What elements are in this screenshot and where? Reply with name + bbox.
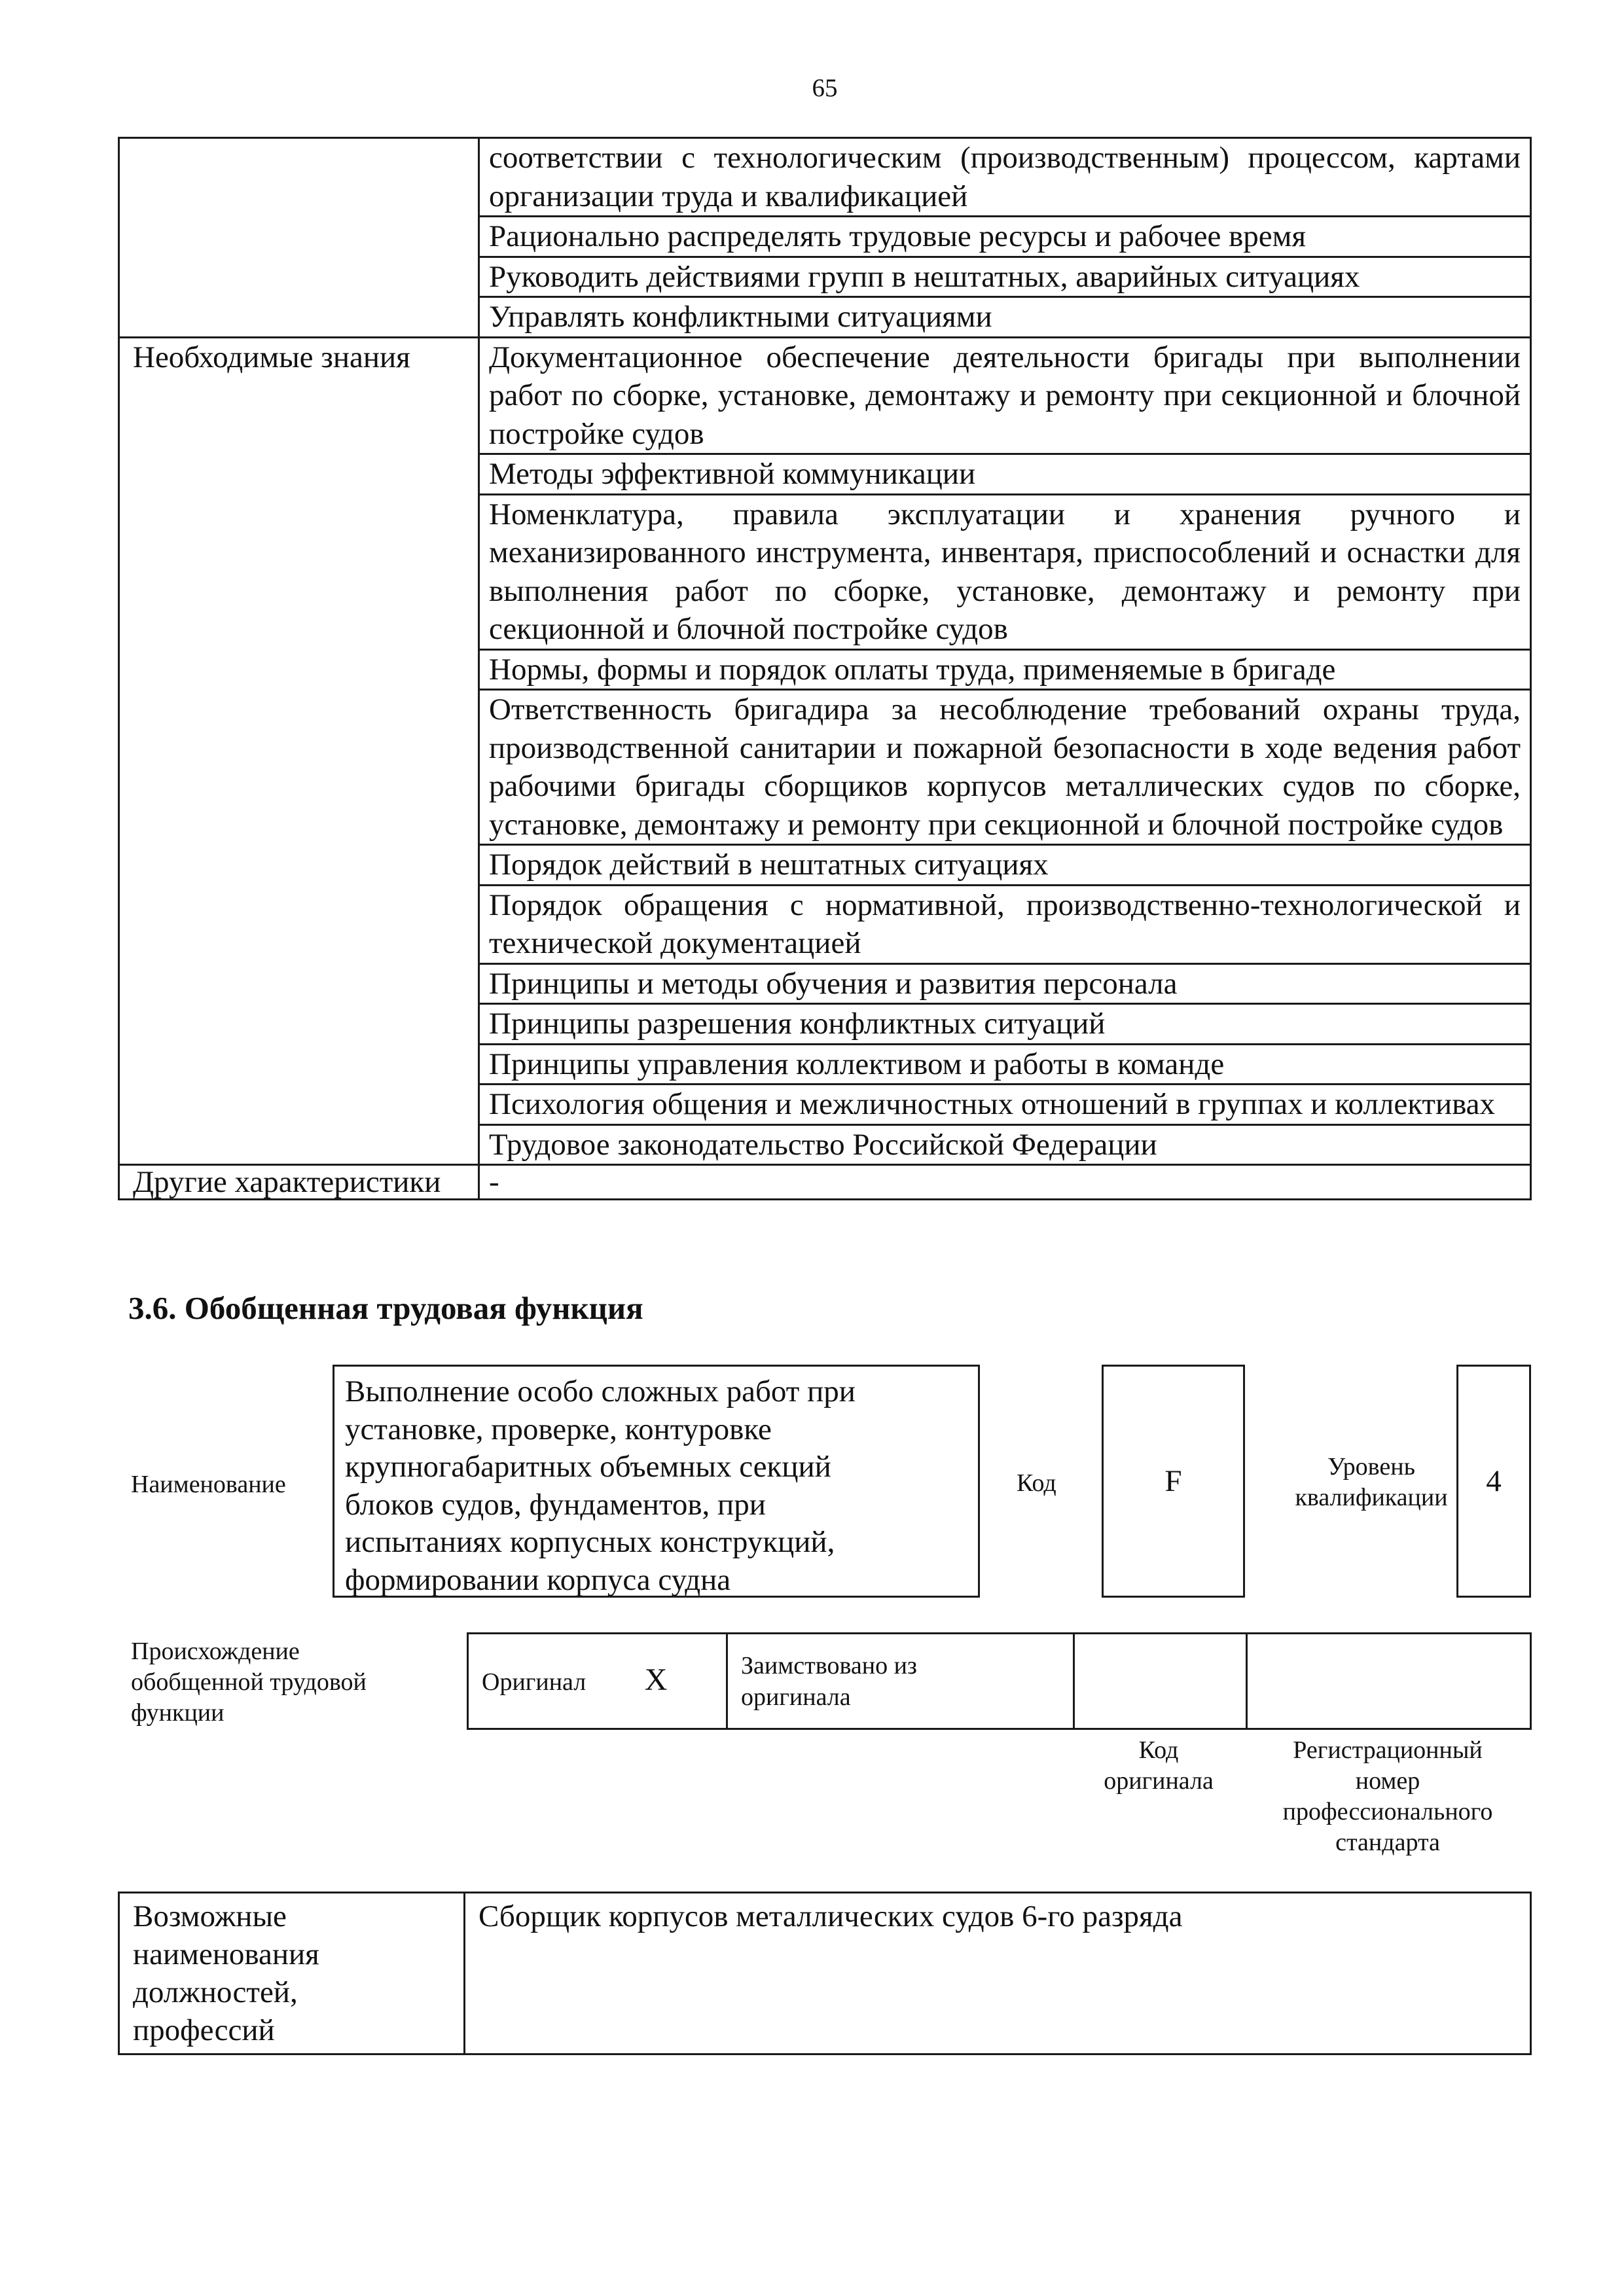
table-row [119,138,1531,217]
code-value: F [1102,1365,1245,1598]
page-number: 65 [812,74,838,102]
knowledge-cell: Принципы разрешения конфликтных ситуаций [479,1004,1531,1045]
other-value: - [479,1165,1531,1200]
knowledge-cell: Принципы и методы обучения и развития персонала [479,963,1531,1004]
borrowed-cell [727,1634,1074,1729]
table-row [468,1634,1531,1729]
origin-label-line: Происхождение [131,1638,300,1665]
level-value: 4 [1456,1365,1531,1598]
code-caption-line: Код [1138,1736,1179,1764]
function-name-line: формировании корпуса судна [345,1562,731,1597]
positions-label-line: должностей, [133,1975,298,2009]
knowledge-cell: Нормы, формы и порядок оплаты труда, применяемые в бригаде [479,649,1531,690]
knowledge-label: Необходимые знания [119,337,479,1165]
registration-caption-line: Регистрационный [1293,1736,1483,1764]
registration-caption-line: профессионального [1282,1798,1493,1825]
knowledge-cell: Порядок обращения с нормативной, производственно-технологической и технической документацией [479,885,1531,963]
other-label: Другие характеристики [119,1165,479,1200]
table-row [119,1165,1531,1200]
knowledge-cell: Методы эффективной коммуникации [479,454,1531,495]
origin-label-line: обобщенной трудовой [131,1668,367,1696]
skills-label-cell [119,138,479,338]
original-mark: X [644,1662,668,1697]
level-label [1263,1452,1479,1513]
positions-label-line: профессий [133,2013,275,2047]
positions-label-line: Возможные [133,1899,287,1933]
section-title: 3.6. Обобщенная трудовая функция [128,1290,643,1326]
origin-table [467,1632,1532,1730]
function-name-line: блоков судов, фундаментов, при [345,1487,766,1522]
knowledge-cell: Документационное обеспечение деятельности бригады при выполнении работ по сборке, установке, демонтажу и ремонту при секционной и блочной постройке судов [479,337,1531,454]
registration-caption-line: номер [1355,1767,1420,1795]
table-row [119,1893,1531,2054]
knowledge-cell: Трудовое законодательство Российской Федерации [479,1124,1531,1165]
table-row [119,337,1531,454]
original-code-cell [1074,1634,1247,1729]
borrowed-label-line: оригинала [741,1683,851,1711]
code-caption [1074,1735,1244,1797]
function-name-line: установке, проверке, контуровке [345,1412,772,1446]
skill-cell: Управлять конфликтными ситуациями [479,297,1531,338]
original-cell [468,1634,727,1729]
positions-label [119,1893,465,2054]
positions-value: Сборщик корпусов металлических судов 6-го разряда [465,1893,1531,2054]
knowledge-cell: Психология общения и межличностных отношений в группах и коллективах [479,1085,1531,1125]
function-name-line: крупногабаритных объемных секций [345,1450,831,1484]
level-label-line: квалификации [1295,1484,1448,1511]
knowledge-cell: Принципы управления коллективом и работы в команде [479,1044,1531,1085]
origin-label [131,1636,367,1729]
level-label-line: Уровень [1327,1453,1415,1480]
knowledge-cell: Номенклатура, правила эксплуатации и хранения ручного и механизированного инструмента, инвентаря, приспособлений и оснастки для выполнения работ по сборке, установке, демонтажу и ремонту при секционной и блочной постройке судов [479,494,1531,649]
knowledge-cell: Ответственность бригадира за несоблюдение требований охраны труда, производственной санитарии и пожарной безопасности в ходе ведения работ рабочими бригады сборщиков корпусов металлических судов по сборке, установке, демонтажу и ремонту при секционной и блочной постройке судов [479,690,1531,845]
registration-number-cell [1247,1634,1531,1729]
code-label: Код [1017,1469,1056,1497]
registration-caption [1250,1735,1525,1858]
registration-caption-line: стандарта [1335,1829,1440,1856]
original-label: Оригинал [482,1668,586,1696]
skill-cell: Рационально распределять трудовые ресурсы и рабочее время [479,217,1531,257]
origin-label-line: функции [131,1699,225,1727]
knowledge-skills-table [118,137,1532,1200]
skill-cell: соответствии с технологическим (производственным) процессом, картами организации труда и квалификацией [479,138,1531,217]
borrowed-label-line: Заимствовано из [741,1651,917,1679]
name-label: Наименование [131,1471,286,1498]
knowledge-cell: Порядок действий в нештатных ситуациях [479,845,1531,886]
skill-cell: Руководить действиями групп в нештатных, аварийных ситуациях [479,257,1531,297]
function-name-line: испытаниях корпусных конструкций, [345,1525,835,1559]
positions-table [118,1892,1532,2055]
function-name-box [333,1365,980,1598]
code-caption-line: оригинала [1104,1767,1214,1795]
function-name-line: Выполнение особо сложных работ при [345,1374,856,1408]
positions-label-line: наименования [133,1937,319,1971]
